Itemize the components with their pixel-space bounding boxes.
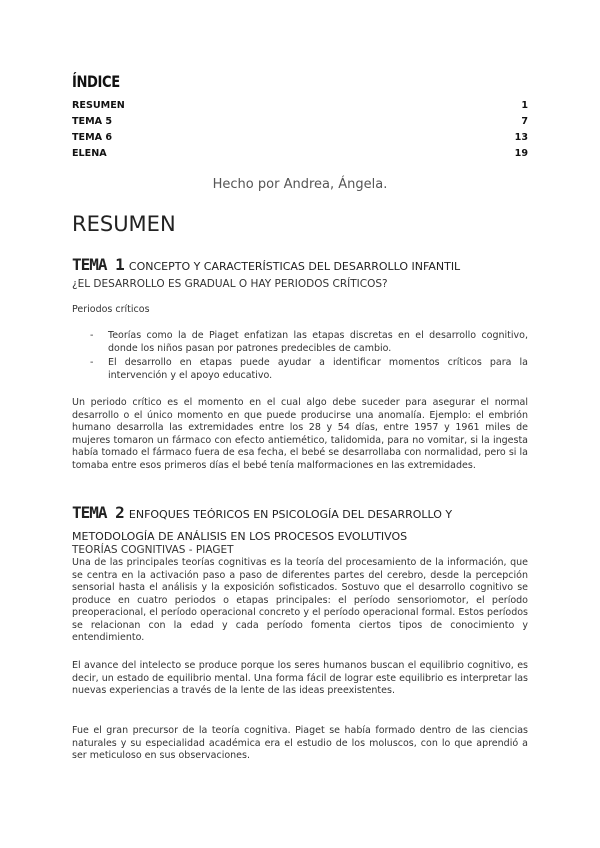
index-title: ÍNDICE [72, 72, 120, 91]
bullet-dash: - [90, 330, 94, 341]
bullet-dash: - [90, 357, 94, 368]
toc-entry-tema-6[interactable] [72, 130, 528, 146]
tema-1-title: CONCEPTO Y CARACTERÍSTICAS DEL DESARROLLO INFANTIL [128, 260, 461, 273]
critical-period-paragraph: Un periodo crítico es el momento en el cual algo debe suceder para asegurar el normal desarrollo o el único momento en que puede producirse una anomalía. Ejemplo: el embrión humano desarrolla las extremidades entre los 28 y 54 días, entre 1957 y 1961 miles de mujeres tomaron un fármaco con efecto antiemético, talidomida, para no vomitar, si la ingesta había tomado el fármaco fuera de esa fecha, el bebé se desarrollaba con normalidad, pero si la tomaba entre esos primeros días el bebé tenía malformaciones en las extremidades. [72, 397, 528, 471]
periodos-criticos-label: Periodos críticos [72, 304, 150, 315]
toc-entry-elena[interactable] [72, 146, 528, 162]
toc-entry-resumen[interactable] [72, 98, 528, 114]
tema-1-label: TEMA 1 [72, 255, 124, 274]
tema-1-question: ¿EL DESARROLLO ES GRADUAL O HAY PERIODOS CRÍTICOS? [72, 278, 388, 290]
toc-entry-tema-5[interactable] [72, 114, 528, 130]
list-item [90, 330, 528, 355]
section-heading-resumen: RESUMEN [72, 212, 176, 236]
toc-entry-label: TEMA 6 [72, 132, 113, 143]
tema-2-label: TEMA 2 [72, 503, 124, 522]
author-credit: Hecho por Andrea, Ángela. [212, 177, 388, 192]
toc-entry-page: 7 [521, 116, 528, 127]
toc-entry-page: 13 [514, 132, 528, 143]
toc-entry-page: 19 [514, 148, 528, 159]
tema-1-heading [72, 255, 528, 277]
toc-entry-page: 1 [521, 100, 528, 111]
table-of-contents [72, 98, 528, 162]
toc-entry-label: RESUMEN [72, 100, 125, 111]
tema-2-paragraph-2: El avance del intelecto se produce porque los seres humanos buscan el equilibrio cognitivo, es decir, un estado de equilibrio mental. Una forma fácil de lograr este equilibrio es interpretar las nuevas experiencias a través de la lente de las ideas preexistentes. [72, 660, 528, 696]
bullet-list [90, 330, 528, 384]
list-item-text: El desarrollo en etapas puede ayudar a identificar momentos críticos para la intervención y el apoyo educativo. [108, 357, 528, 381]
toc-entry-label: ELENA [72, 148, 107, 159]
list-item-text: Teorías como la de Piaget enfatizan las etapas discretas en el desarrollo cognitivo, donde los niños pasan por patrones predecibles de cambio. [108, 330, 528, 354]
list-item [90, 357, 528, 382]
tema-2-title: ENFOQUES TEÓRICOS EN PSICOLOGÍA DEL DESARROLLO Y METODOLOGÍA DE ANÁLISIS EN LOS PROCESOS EVOLUTIVOS [72, 508, 453, 543]
toc-entry-label: TEMA 5 [72, 116, 113, 127]
tema-2-subtitle: TEORÍAS COGNITIVAS - PIAGET [72, 544, 234, 556]
tema-2-paragraph-1: Una de las principales teorías cognitivas es la teoría del procesamiento de la información, que se centra en la activación paso a paso de diferentes partes del cerebro, desde la percepción sensorial hasta el análisis y la exposición sofisticados. Sostuvo que el desarrollo cognitivo se produce en cuatro periodos o etapas principales: el período sensoriomotor, el período preoperacional, el período operacional concreto y el período operacional formal. Estos períodos se relacionan con la edad y cada período fomenta ciertos tipos de conocimiento y entendimiento. [72, 557, 528, 643]
tema-2-heading [72, 503, 528, 547]
tema-2-paragraph-3: Fue el gran precursor de la teoría cognitiva. Piaget se había formado dentro de las ciencias naturales y su especialidad académica era el estudio de los moluscos, con lo que aprendió a ser meticuloso en sus observaciones. [72, 725, 528, 761]
